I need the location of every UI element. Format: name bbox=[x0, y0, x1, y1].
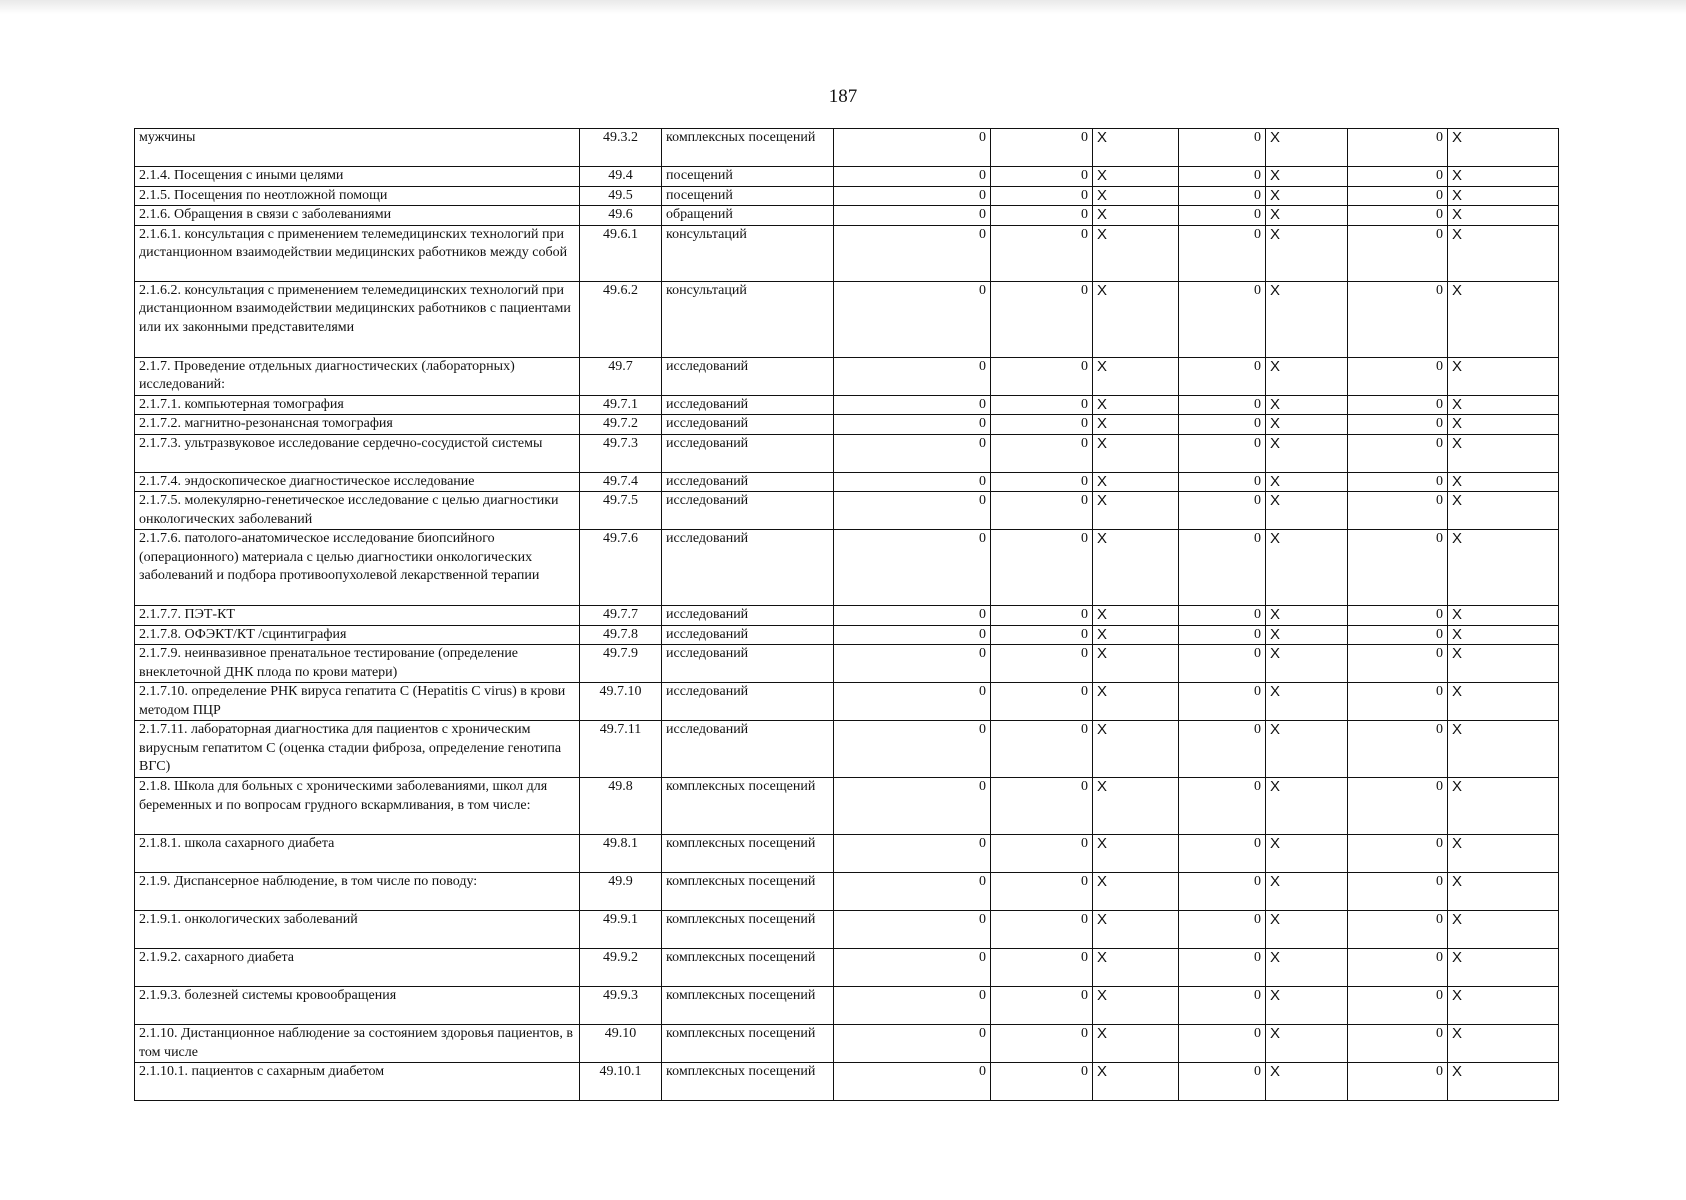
value-cell: 0 bbox=[1179, 129, 1266, 167]
row-unit: комплексных посещений bbox=[662, 1025, 834, 1063]
value-cell: X bbox=[1093, 721, 1179, 778]
value-cell: 0 bbox=[1348, 395, 1448, 415]
value-cell: X bbox=[1093, 625, 1179, 645]
row-unit: комплексных посещений bbox=[662, 987, 834, 1025]
table-row bbox=[135, 167, 1559, 187]
value-cell: 0 bbox=[1179, 357, 1266, 395]
value-cell: 0 bbox=[834, 472, 991, 492]
value-cell: 0 bbox=[834, 129, 991, 167]
value-cell: 0 bbox=[1348, 778, 1448, 835]
row-unit: комплексных посещений bbox=[662, 1063, 834, 1101]
row-code: 49.7.2 bbox=[580, 415, 662, 435]
value-cell: 0 bbox=[1179, 778, 1266, 835]
value-cell: 0 bbox=[1348, 434, 1448, 472]
value-cell: X bbox=[1448, 721, 1559, 778]
value-cell: X bbox=[1093, 949, 1179, 987]
value-cell: X bbox=[1266, 625, 1348, 645]
value-cell: 0 bbox=[834, 835, 991, 873]
value-cell: 0 bbox=[991, 225, 1093, 281]
value-cell: X bbox=[1266, 129, 1348, 167]
value-cell: 0 bbox=[1348, 415, 1448, 435]
value-cell: X bbox=[1448, 129, 1559, 167]
value-cell: 0 bbox=[991, 835, 1093, 873]
table-row bbox=[135, 873, 1559, 911]
value-cell: 0 bbox=[834, 625, 991, 645]
table-row bbox=[135, 625, 1559, 645]
value-cell: 0 bbox=[991, 434, 1093, 472]
value-cell: 0 bbox=[991, 206, 1093, 226]
value-cell: 0 bbox=[1179, 472, 1266, 492]
table-row bbox=[135, 721, 1559, 778]
value-cell: 0 bbox=[834, 167, 991, 187]
row-name: 2.1.10. Дистанционное наблюдение за состоянием здоровья пациентов, в том числе bbox=[135, 1025, 580, 1063]
value-cell: 0 bbox=[1348, 721, 1448, 778]
row-unit: исследований bbox=[662, 492, 834, 530]
value-cell: 0 bbox=[834, 434, 991, 472]
value-cell: 0 bbox=[834, 911, 991, 949]
table-row bbox=[135, 281, 1559, 357]
row-code: 49.9.2 bbox=[580, 949, 662, 987]
row-name: 2.1.8.1. школа сахарного диабета bbox=[135, 835, 580, 873]
value-cell: 0 bbox=[1179, 873, 1266, 911]
value-cell: 0 bbox=[834, 357, 991, 395]
value-cell: X bbox=[1448, 1025, 1559, 1063]
value-cell: X bbox=[1093, 1063, 1179, 1101]
row-code: 49.7.9 bbox=[580, 645, 662, 683]
table-row bbox=[135, 357, 1559, 395]
row-code: 49.6 bbox=[580, 206, 662, 226]
row-unit: исследований bbox=[662, 625, 834, 645]
value-cell: 0 bbox=[991, 721, 1093, 778]
table-row bbox=[135, 415, 1559, 435]
value-cell: 0 bbox=[1348, 1063, 1448, 1101]
value-cell: 0 bbox=[1179, 415, 1266, 435]
row-unit: посещений bbox=[662, 186, 834, 206]
value-cell: 0 bbox=[1179, 225, 1266, 281]
value-cell: X bbox=[1093, 530, 1179, 606]
value-cell: 0 bbox=[991, 873, 1093, 911]
table-row bbox=[135, 911, 1559, 949]
value-cell: 0 bbox=[834, 606, 991, 626]
value-cell: 0 bbox=[1179, 186, 1266, 206]
value-cell: 0 bbox=[1179, 1025, 1266, 1063]
table-body bbox=[135, 129, 1559, 1101]
row-name: 2.1.8. Школа для больных с хроническими заболеваниями, школ для беременных и по вопросам грудного вскармливания, в том числе: bbox=[135, 778, 580, 835]
value-cell: X bbox=[1266, 225, 1348, 281]
value-cell: 0 bbox=[834, 645, 991, 683]
value-cell: 0 bbox=[991, 683, 1093, 721]
value-cell: 0 bbox=[1179, 395, 1266, 415]
value-cell: X bbox=[1266, 206, 1348, 226]
value-cell: X bbox=[1266, 167, 1348, 187]
table-row bbox=[135, 530, 1559, 606]
row-name: 2.1.6.2. консультация с применением телемедицинских технологий при дистанционном взаимодействии медицинских работников с пациентами или их законными представителями bbox=[135, 281, 580, 357]
row-name: 2.1.7.10. определение РНК вируса гепатита С (Hepatitis C virus) в крови методом ПЦР bbox=[135, 683, 580, 721]
value-cell: 0 bbox=[834, 778, 991, 835]
table-row bbox=[135, 835, 1559, 873]
value-cell: X bbox=[1266, 434, 1348, 472]
value-cell: X bbox=[1266, 281, 1348, 357]
value-cell: X bbox=[1093, 873, 1179, 911]
table-row bbox=[135, 472, 1559, 492]
row-unit: комплексных посещений bbox=[662, 778, 834, 835]
value-cell: X bbox=[1448, 987, 1559, 1025]
table-row bbox=[135, 434, 1559, 472]
row-name: 2.1.7.6. патолого-анатомическое исследование биопсийного (операционного) материала с целью диагностики онкологических заболеваний и подбора противоопухолевой лекарственной терапии bbox=[135, 530, 580, 606]
value-cell: X bbox=[1266, 492, 1348, 530]
value-cell: X bbox=[1266, 778, 1348, 835]
value-cell: X bbox=[1448, 625, 1559, 645]
value-cell: X bbox=[1448, 835, 1559, 873]
value-cell: X bbox=[1093, 415, 1179, 435]
value-cell: X bbox=[1093, 186, 1179, 206]
value-cell: 0 bbox=[834, 873, 991, 911]
value-cell: X bbox=[1266, 987, 1348, 1025]
row-name: 2.1.7. Проведение отдельных диагностических (лабораторных) исследований: bbox=[135, 357, 580, 395]
value-cell: X bbox=[1266, 415, 1348, 435]
value-cell: X bbox=[1093, 434, 1179, 472]
row-name: 2.1.4. Посещения с иными целями bbox=[135, 167, 580, 187]
value-cell: 0 bbox=[1348, 530, 1448, 606]
value-cell: 0 bbox=[1348, 186, 1448, 206]
value-cell: X bbox=[1093, 129, 1179, 167]
value-cell: 0 bbox=[991, 357, 1093, 395]
value-cell: 0 bbox=[834, 415, 991, 435]
value-cell: X bbox=[1448, 492, 1559, 530]
row-code: 49.6.2 bbox=[580, 281, 662, 357]
row-code: 49.7.3 bbox=[580, 434, 662, 472]
value-cell: 0 bbox=[1348, 357, 1448, 395]
value-cell: 0 bbox=[991, 129, 1093, 167]
table-row bbox=[135, 395, 1559, 415]
row-code: 49.7.1 bbox=[580, 395, 662, 415]
value-cell: X bbox=[1093, 835, 1179, 873]
row-name: 2.1.7.11. лабораторная диагностика для пациентов с хроническим вирусным гепатитом С (оценка стадии фиброза, определение генотипа ВГС) bbox=[135, 721, 580, 778]
row-unit: комплексных посещений bbox=[662, 835, 834, 873]
value-cell: X bbox=[1266, 721, 1348, 778]
table-row bbox=[135, 186, 1559, 206]
value-cell: 0 bbox=[991, 987, 1093, 1025]
value-cell: 0 bbox=[1348, 492, 1448, 530]
value-cell: 0 bbox=[1348, 225, 1448, 281]
value-cell: X bbox=[1448, 206, 1559, 226]
row-unit: консультаций bbox=[662, 225, 834, 281]
value-cell: X bbox=[1448, 1063, 1559, 1101]
value-cell: 0 bbox=[834, 1025, 991, 1063]
row-name: 2.1.9. Диспансерное наблюдение, в том числе по поводу: bbox=[135, 873, 580, 911]
value-cell: X bbox=[1266, 949, 1348, 987]
value-cell: X bbox=[1266, 530, 1348, 606]
value-cell: X bbox=[1093, 987, 1179, 1025]
value-cell: X bbox=[1093, 281, 1179, 357]
value-cell: X bbox=[1266, 683, 1348, 721]
row-unit: комплексных посещений bbox=[662, 949, 834, 987]
row-unit: консультаций bbox=[662, 281, 834, 357]
value-cell: 0 bbox=[991, 949, 1093, 987]
row-unit: исследований bbox=[662, 606, 834, 626]
value-cell: 0 bbox=[1348, 472, 1448, 492]
value-cell: 0 bbox=[991, 281, 1093, 357]
value-cell: 0 bbox=[1179, 281, 1266, 357]
value-cell: X bbox=[1266, 1063, 1348, 1101]
row-code: 49.10 bbox=[580, 1025, 662, 1063]
value-cell: X bbox=[1093, 778, 1179, 835]
row-name: 2.1.7.9. неинвазивное пренатальное тестирование (определение внеклеточной ДНК плода по крови матери) bbox=[135, 645, 580, 683]
value-cell: 0 bbox=[991, 625, 1093, 645]
value-cell: 0 bbox=[1348, 683, 1448, 721]
value-cell: 0 bbox=[1348, 206, 1448, 226]
value-cell: X bbox=[1448, 949, 1559, 987]
row-code: 49.10.1 bbox=[580, 1063, 662, 1101]
row-name: 2.1.7.8. ОФЭКТ/КТ /сцинтиграфия bbox=[135, 625, 580, 645]
value-cell: 0 bbox=[834, 281, 991, 357]
value-cell: 0 bbox=[1348, 625, 1448, 645]
value-cell: 0 bbox=[1348, 987, 1448, 1025]
value-cell: 0 bbox=[1179, 683, 1266, 721]
value-cell: 0 bbox=[1179, 625, 1266, 645]
row-code: 49.6.1 bbox=[580, 225, 662, 281]
value-cell: 0 bbox=[991, 778, 1093, 835]
value-cell: 0 bbox=[834, 395, 991, 415]
row-name: мужчины bbox=[135, 129, 580, 167]
value-cell: X bbox=[1266, 395, 1348, 415]
row-code: 49.4 bbox=[580, 167, 662, 187]
row-name: 2.1.6.1. консультация с применением телемедицинских технологий при дистанционном взаимодействии медицинских работников между собой bbox=[135, 225, 580, 281]
value-cell: 0 bbox=[991, 530, 1093, 606]
row-name: 2.1.7.3. ультразвуковое исследование сердечно-сосудистой системы bbox=[135, 434, 580, 472]
value-cell: 0 bbox=[834, 186, 991, 206]
value-cell: 0 bbox=[991, 1025, 1093, 1063]
value-cell: 0 bbox=[1348, 873, 1448, 911]
row-unit: комплексных посещений bbox=[662, 911, 834, 949]
value-cell: X bbox=[1448, 778, 1559, 835]
value-cell: X bbox=[1266, 911, 1348, 949]
value-cell: 0 bbox=[1179, 1063, 1266, 1101]
value-cell: 0 bbox=[1179, 835, 1266, 873]
value-cell: 0 bbox=[1348, 1025, 1448, 1063]
value-cell: 0 bbox=[834, 683, 991, 721]
value-cell: X bbox=[1448, 186, 1559, 206]
value-cell: X bbox=[1266, 1025, 1348, 1063]
value-cell: X bbox=[1448, 357, 1559, 395]
row-unit: исследований bbox=[662, 357, 834, 395]
value-cell: 0 bbox=[834, 949, 991, 987]
row-name: 2.1.9.2. сахарного диабета bbox=[135, 949, 580, 987]
row-code: 49.3.2 bbox=[580, 129, 662, 167]
row-name: 2.1.5. Посещения по неотложной помощи bbox=[135, 186, 580, 206]
value-cell: 0 bbox=[1179, 434, 1266, 472]
value-cell: X bbox=[1266, 606, 1348, 626]
value-cell: 0 bbox=[1179, 645, 1266, 683]
row-unit: исследований bbox=[662, 395, 834, 415]
row-unit: исследований bbox=[662, 721, 834, 778]
row-code: 49.9.3 bbox=[580, 987, 662, 1025]
table-row bbox=[135, 1025, 1559, 1063]
row-code: 49.9 bbox=[580, 873, 662, 911]
value-cell: X bbox=[1448, 683, 1559, 721]
row-name: 2.1.7.1. компьютерная томография bbox=[135, 395, 580, 415]
value-cell: X bbox=[1266, 645, 1348, 683]
row-name: 2.1.7.7. ПЭТ-КТ bbox=[135, 606, 580, 626]
value-cell: 0 bbox=[1179, 987, 1266, 1025]
value-cell: X bbox=[1093, 472, 1179, 492]
value-cell: 0 bbox=[991, 415, 1093, 435]
value-cell: X bbox=[1093, 492, 1179, 530]
row-name: 2.1.7.2. магнитно-резонансная томография bbox=[135, 415, 580, 435]
value-cell: 0 bbox=[834, 721, 991, 778]
value-cell: 0 bbox=[834, 492, 991, 530]
row-code: 49.7.5 bbox=[580, 492, 662, 530]
value-cell: 0 bbox=[1179, 949, 1266, 987]
value-cell: 0 bbox=[991, 472, 1093, 492]
value-cell: 0 bbox=[1348, 835, 1448, 873]
value-cell: X bbox=[1093, 606, 1179, 626]
value-cell: 0 bbox=[1348, 129, 1448, 167]
table-row bbox=[135, 1063, 1559, 1101]
row-name: 2.1.7.4. эндоскопическое диагностическое исследование bbox=[135, 472, 580, 492]
row-code: 49.8 bbox=[580, 778, 662, 835]
value-cell: 0 bbox=[991, 492, 1093, 530]
row-code: 49.7.4 bbox=[580, 472, 662, 492]
value-cell: 0 bbox=[1179, 167, 1266, 187]
value-cell: X bbox=[1448, 606, 1559, 626]
table-row bbox=[135, 778, 1559, 835]
table-row bbox=[135, 683, 1559, 721]
row-code: 49.7.8 bbox=[580, 625, 662, 645]
value-cell: 0 bbox=[1179, 911, 1266, 949]
value-cell: X bbox=[1266, 357, 1348, 395]
row-code: 49.7.6 bbox=[580, 530, 662, 606]
row-code: 49.7.7 bbox=[580, 606, 662, 626]
row-code: 49.7.10 bbox=[580, 683, 662, 721]
value-cell: X bbox=[1448, 415, 1559, 435]
value-cell: 0 bbox=[834, 225, 991, 281]
row-unit: комплексных посещений bbox=[662, 129, 834, 167]
row-unit: исследований bbox=[662, 530, 834, 606]
value-cell: X bbox=[1093, 683, 1179, 721]
value-cell: 0 bbox=[834, 530, 991, 606]
value-cell: 0 bbox=[991, 1063, 1093, 1101]
value-cell: X bbox=[1448, 645, 1559, 683]
value-cell: 0 bbox=[991, 186, 1093, 206]
value-cell: X bbox=[1448, 911, 1559, 949]
row-name: 2.1.9.1. онкологических заболеваний bbox=[135, 911, 580, 949]
row-unit: обращений bbox=[662, 206, 834, 226]
value-cell: 0 bbox=[1348, 949, 1448, 987]
value-cell: 0 bbox=[1179, 606, 1266, 626]
row-unit: исследований bbox=[662, 683, 834, 721]
row-unit: комплексных посещений bbox=[662, 873, 834, 911]
row-unit: исследований bbox=[662, 434, 834, 472]
value-cell: X bbox=[1093, 1025, 1179, 1063]
value-cell: 0 bbox=[834, 206, 991, 226]
value-cell: X bbox=[1448, 225, 1559, 281]
value-cell: X bbox=[1266, 186, 1348, 206]
value-cell: 0 bbox=[1348, 167, 1448, 187]
row-code: 49.7 bbox=[580, 357, 662, 395]
value-cell: 0 bbox=[1348, 645, 1448, 683]
row-unit: исследований bbox=[662, 415, 834, 435]
row-code: 49.7.11 bbox=[580, 721, 662, 778]
value-cell: 0 bbox=[1348, 911, 1448, 949]
table-row bbox=[135, 206, 1559, 226]
table-row bbox=[135, 606, 1559, 626]
row-code: 49.8.1 bbox=[580, 835, 662, 873]
value-cell: 0 bbox=[1348, 281, 1448, 357]
value-cell: 0 bbox=[991, 911, 1093, 949]
row-unit: посещений bbox=[662, 167, 834, 187]
value-cell: X bbox=[1093, 167, 1179, 187]
table-row bbox=[135, 949, 1559, 987]
table-row bbox=[135, 129, 1559, 167]
data-table bbox=[134, 128, 1559, 1101]
value-cell: X bbox=[1448, 530, 1559, 606]
value-cell: X bbox=[1093, 911, 1179, 949]
row-name: 2.1.7.5. молекулярно-генетическое исследование с целью диагностики онкологических заболеваний bbox=[135, 492, 580, 530]
table-row bbox=[135, 645, 1559, 683]
value-cell: 0 bbox=[1179, 206, 1266, 226]
value-cell: X bbox=[1093, 357, 1179, 395]
value-cell: 0 bbox=[1348, 606, 1448, 626]
value-cell: 0 bbox=[991, 395, 1093, 415]
value-cell: X bbox=[1266, 835, 1348, 873]
row-code: 49.5 bbox=[580, 186, 662, 206]
row-unit: исследований bbox=[662, 645, 834, 683]
value-cell: 0 bbox=[1179, 492, 1266, 530]
value-cell: X bbox=[1093, 225, 1179, 281]
value-cell: X bbox=[1093, 395, 1179, 415]
page-number: 187 bbox=[828, 86, 858, 107]
value-cell: X bbox=[1093, 645, 1179, 683]
value-cell: 0 bbox=[991, 167, 1093, 187]
value-cell: X bbox=[1448, 472, 1559, 492]
table-row bbox=[135, 492, 1559, 530]
row-name: 2.1.10.1. пациентов с сахарным диабетом bbox=[135, 1063, 580, 1101]
value-cell: X bbox=[1448, 281, 1559, 357]
table-row bbox=[135, 987, 1559, 1025]
value-cell: X bbox=[1448, 395, 1559, 415]
table-row bbox=[135, 225, 1559, 281]
value-cell: X bbox=[1448, 434, 1559, 472]
row-name: 2.1.9.3. болезней системы кровообращения bbox=[135, 987, 580, 1025]
value-cell: X bbox=[1266, 873, 1348, 911]
row-unit: исследований bbox=[662, 472, 834, 492]
value-cell: 0 bbox=[834, 1063, 991, 1101]
row-code: 49.9.1 bbox=[580, 911, 662, 949]
row-name: 2.1.6. Обращения в связи с заболеваниями bbox=[135, 206, 580, 226]
value-cell: X bbox=[1093, 206, 1179, 226]
value-cell: 0 bbox=[991, 645, 1093, 683]
value-cell: X bbox=[1448, 873, 1559, 911]
value-cell: 0 bbox=[991, 606, 1093, 626]
value-cell: 0 bbox=[1179, 530, 1266, 606]
value-cell: 0 bbox=[834, 987, 991, 1025]
scan-edge bbox=[0, 0, 1686, 14]
value-cell: X bbox=[1448, 167, 1559, 187]
value-cell: 0 bbox=[1179, 721, 1266, 778]
value-cell: X bbox=[1266, 472, 1348, 492]
